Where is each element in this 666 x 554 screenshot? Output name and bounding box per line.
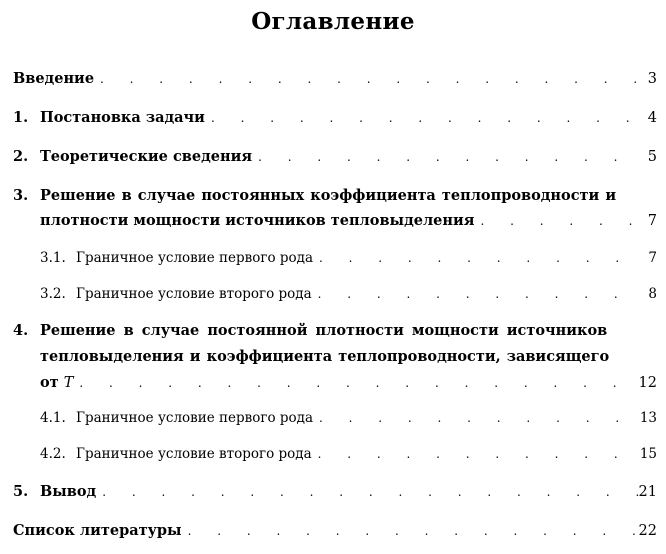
toc-entry-number: 3.2.: [40, 286, 66, 302]
toc-entry-chapter-3-continued[interactable]: [40, 210, 657, 232]
toc-page-number: 22: [638, 523, 657, 539]
toc-entry-number: 4.: [13, 322, 29, 339]
toc-entry-label: Теоретические сведения: [40, 148, 253, 165]
toc-entry-chapter-1[interactable]: [13, 107, 657, 129]
toc-entry-number: 3.: [13, 187, 29, 204]
toc-page-number: 5: [647, 149, 657, 165]
toc-entry-intro[interactable]: [13, 68, 657, 90]
dot-leader: [313, 407, 639, 429]
dot-leader: [312, 283, 639, 305]
dot-leader: [252, 146, 639, 168]
toc-entry-number: 4.2.: [40, 446, 66, 462]
toc-entry-label: Граничное условие второго рода: [76, 446, 312, 462]
toc-entry-label-line1: Решение в случае постоянной плотности мощности источников: [40, 322, 608, 339]
toc-page-number: 3: [647, 71, 657, 87]
dot-leader: [313, 247, 639, 269]
toc-entry-section-3-2[interactable]: [40, 283, 657, 305]
toc-entry-chapter-4-continued-2[interactable]: [40, 372, 657, 394]
toc-page-number: 15: [639, 446, 657, 462]
toc-page-number: 21: [638, 484, 657, 500]
toc-entry-label-line3: [40, 372, 73, 394]
toc-entry-label: Постановка задачи: [40, 109, 205, 126]
toc-page-number: 7: [647, 213, 657, 229]
toc-entry-label: Граничное условие первого рода: [76, 410, 314, 426]
toc-entry-references[interactable]: [13, 520, 657, 542]
dot-leader: [205, 107, 639, 129]
dot-leader: [73, 372, 638, 394]
dot-leader: [96, 481, 638, 503]
toc-entry-number: 2.: [13, 148, 29, 165]
toc-entry-number: 4.1.: [40, 410, 66, 426]
dot-leader: [94, 68, 639, 90]
toc-page-number: 8: [648, 286, 657, 302]
toc-entry-label: Список литературы: [13, 522, 182, 539]
toc-entry-number: 1.: [13, 109, 29, 126]
toc-entry-label-line2: плотности мощности источников тепловыделения: [40, 212, 475, 229]
dot-leader: [312, 443, 639, 465]
toc-entry-section-4-2[interactable]: [40, 443, 657, 465]
toc-entry-label-line2: тепловыделения и коэффициента теплопроводности, зависящего: [40, 348, 610, 365]
toc-entry-label: Граничное условие второго рода: [76, 286, 312, 302]
dot-leader: [474, 210, 639, 232]
toc-entry-chapter-5[interactable]: [13, 481, 657, 503]
toc-entry-number: 3.1.: [40, 250, 66, 266]
toc-entry-label-line1: Решение в случае постоянных коэффициента теплопроводности и: [40, 187, 617, 204]
toc-entry-chapter-2[interactable]: [13, 146, 657, 168]
page-title: Оглавление: [251, 8, 415, 35]
toc-page-number: 13: [639, 410, 657, 426]
toc-entry-chapter-4-continued[interactable]: [40, 346, 657, 368]
toc-entry-label-prefix: от: [40, 374, 59, 391]
toc-page-number: 12: [638, 375, 657, 391]
toc-entry-number: 5.: [13, 483, 29, 500]
toc-entry-label: Введение: [13, 70, 95, 87]
toc-entry-section-3-1[interactable]: [40, 247, 657, 269]
toc-entry-label: Вывод: [40, 483, 97, 500]
toc-page-number: 4: [647, 110, 657, 126]
dot-leader: [182, 520, 639, 542]
temperature-variable: T: [63, 375, 74, 391]
toc-entry-section-4-1[interactable]: [40, 407, 657, 429]
toc-entry-chapter-4[interactable]: [13, 320, 657, 342]
toc-entry-label: Граничное условие первого рода: [76, 250, 314, 266]
toc-entry-chapter-3[interactable]: [13, 185, 657, 207]
toc-page-number: 7: [648, 250, 657, 266]
